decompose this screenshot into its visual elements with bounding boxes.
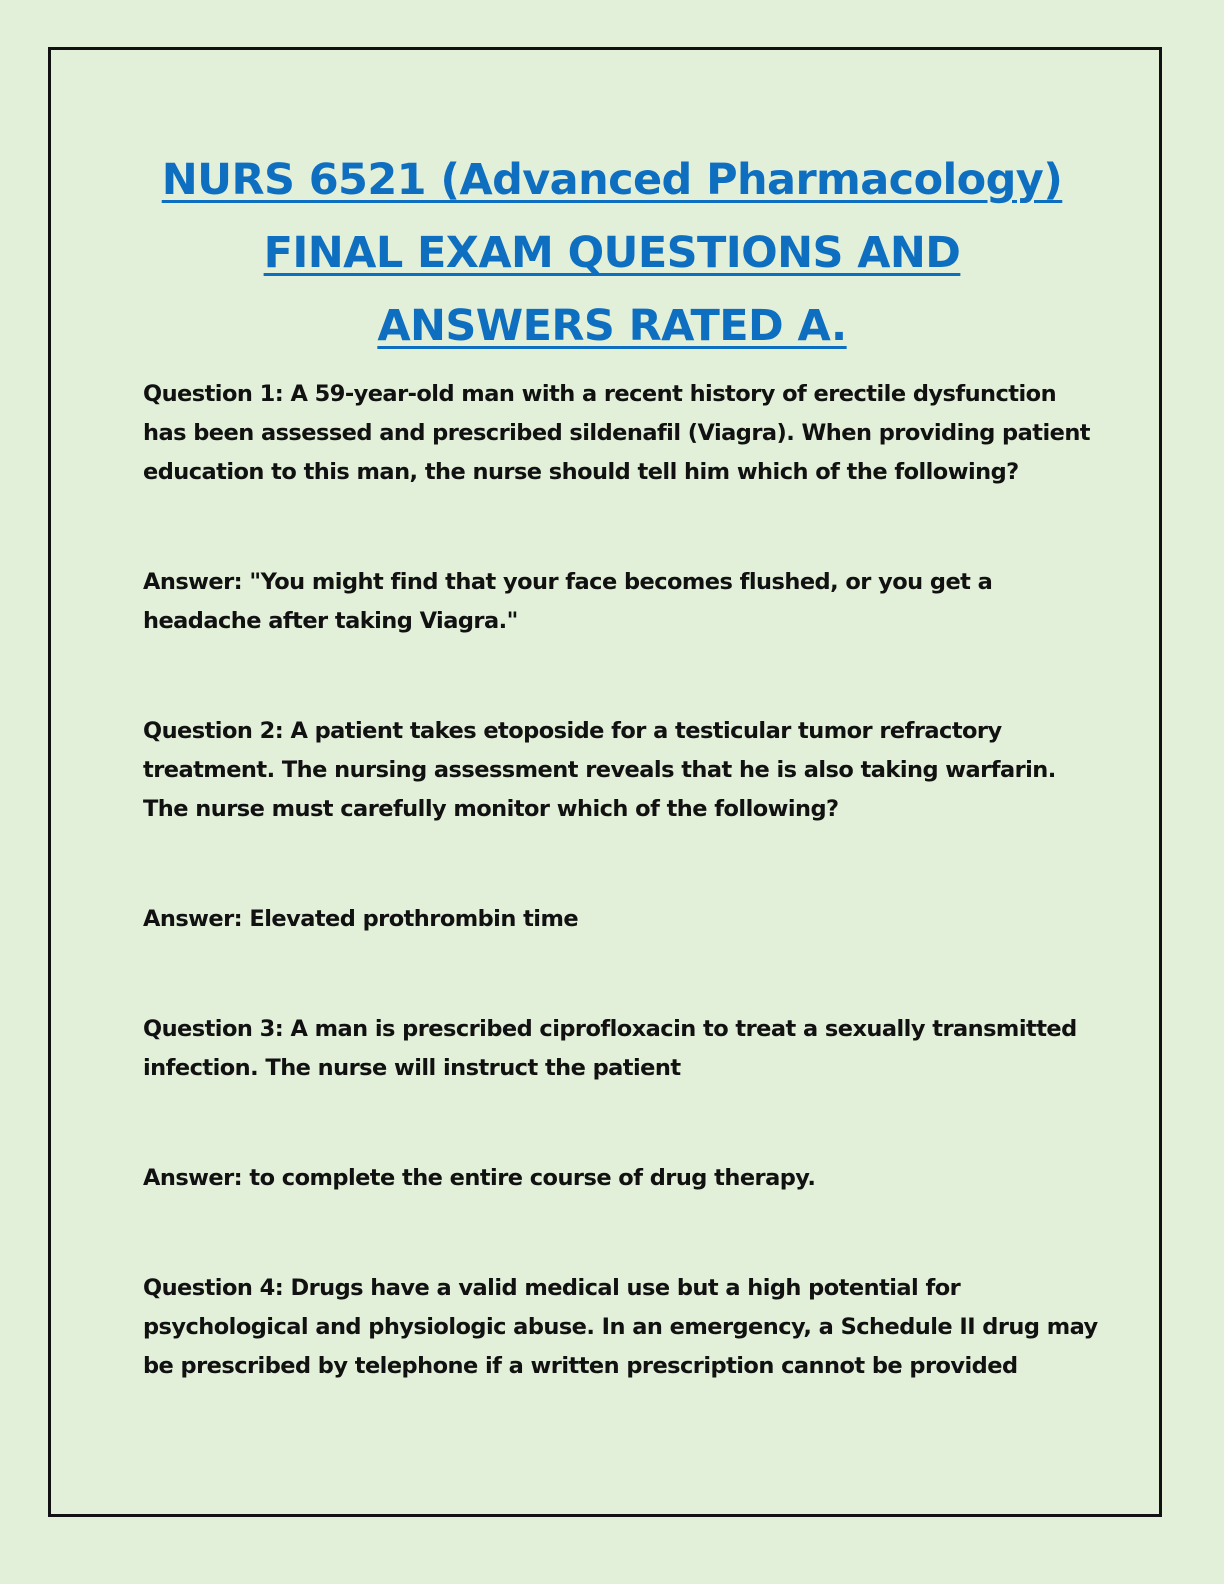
question-2: Question 2: A patient takes etoposide for a testicular tumor refractory treatment. The nursing assessment reveals that he is also taking warfarin. The nurse must carefully monitor which of the following? — [143, 718, 1056, 822]
question-4: Question 4: Drugs have a valid medical use but a high potential for psychological and physiologic abuse. In an emergency, a Schedule II drug may be prescribed by telephone if a written prescription cannot be provided — [143, 1275, 1098, 1379]
document-title — [100, 144, 1124, 363]
answer-2: Answer: Elevated prothrombin time — [143, 906, 579, 932]
question-1: Question 1: A 59-year-old man with a recent history of erectile dysfunction has been assessed and prescribed sildenafil (Viagra). When providing patient education to this man, the nurse should tell him which of the following? — [143, 381, 1090, 485]
answer-3: Answer: to complete the entire course of drug therapy. — [143, 1165, 816, 1191]
title-line-3: ANSWERS RATED A. — [377, 301, 847, 351]
answer-1: Answer: "You might find that your face becomes flushed, or you get a headache after taking Viagra." — [143, 569, 993, 634]
qa-list — [143, 375, 1103, 1386]
title-line-2: FINAL EXAM QUESTIONS AND — [263, 228, 961, 278]
question-3: Question 3: A man is prescribed ciprofloxacin to treat a sexually transmitted infection. The nurse will instruct the patient — [143, 1016, 1077, 1081]
title-line-1: NURS 6521 (Advanced Pharmacology) — [161, 155, 1063, 205]
